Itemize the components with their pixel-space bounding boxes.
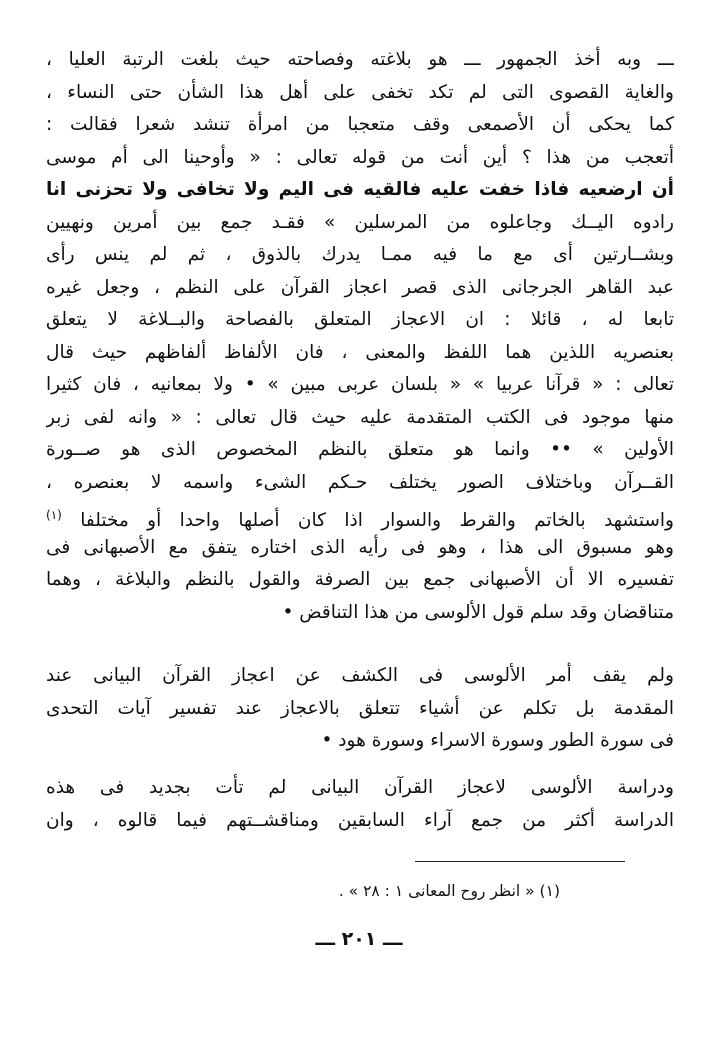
text-line: وهو مسبوق الى هذا ، وهو فى رأيه الذى اختاره يتفق مع الأصبهانى فى — [46, 536, 674, 558]
text-line: كما يحكى أن الأصمعى وقف متعجبا من امرأة تنشد شعرا فقالت : — [46, 114, 674, 135]
text-line: بعنصريه اللذين هما اللفظ والمعنى ، فان الألفاظ ألفاظهم حيث قال — [46, 341, 674, 363]
text-line-content: واستشهد بالخاتم والقرط والسوار اذا كان أصلها واحدا أو مختلفا — [80, 510, 674, 532]
text-line: أتعجب من هذا ؟ أين أنت من قوله تعالى : « وأوحينا الى أم موسى — [46, 146, 674, 168]
text-line: تعالى : « قرآنا عربيا » « بلسان عربى مبين » • ولا بمعانيه ، فان كثيرا — [46, 374, 674, 395]
page-number: ـــ ٢٠١ ـــ — [315, 928, 403, 950]
text-line-with-footnote — [46, 499, 674, 532]
text-line: متناقضان وقد سلم قول الألوسى من هذا التناقض • — [282, 601, 674, 623]
paragraph-1 — [46, 44, 674, 629]
text-line: عبد القاهر الجرجانى الذى قصر اعجاز القرآن على النظم ، وجعل غيره — [46, 276, 674, 298]
paragraph-2 — [46, 660, 674, 758]
text-line: المقدمة بل تكلم عن أشياء تتعلق بالاعجاز عند تفسير آيات التحدى — [46, 697, 674, 719]
text-line: والغاية القصوى التى لم تكد تخفى على أهل هذا الشأن حتى النساء ، — [46, 81, 674, 103]
text-line: فى سورة الطور وسورة الاسراء وسورة هود • — [321, 730, 674, 751]
text-line: رادوه اليــك وجاعلوه من المرسلين » فقـد جمع بين أمرين ونهيين — [46, 211, 674, 233]
text-line: القــرآن وباختلاف الصور يختلف حـكم الشىء واسمه لا بعنصره ، — [46, 471, 674, 493]
text-line-quran: أن ارضعيه فاذا خفت عليه فالقيه فى اليم ولا تخافى ولا تحزنى انا — [46, 179, 674, 200]
footnote: (١) « انظر روح المعانى ١ : ٢٨ » . — [338, 882, 560, 900]
text-line: ولم يقف أمر الألوسى فى الكشف عن اعجاز القرآن البيانى عند — [46, 665, 674, 686]
footnote-separator — [415, 861, 625, 862]
text-line: الأولين » •• وانما هو متعلق بالنظم المخصوص الذى هو صــورة — [46, 439, 674, 460]
text-line: تفسيره الا أن الأصبهانى جمع بين الصرفة والقول بالنظم والبلاغة ، وهما — [46, 569, 674, 590]
text-line: وبشــارتين أى مع ما فيه ممـا يدرك بالذوق ، ثم لم ينس رأى — [46, 244, 674, 265]
footnote-marker: (١) — [46, 508, 62, 522]
text-line: ودراسة الألوسى لاعجاز القرآن البيانى لم تأت بجديد فى هذه — [46, 777, 674, 798]
text-line: الدراسة أكثر من جمع آراء السابقين ومناقشــتهم فيما قالوه ، وان — [46, 809, 674, 831]
paragraph-3 — [46, 772, 674, 837]
text-line: منها موجود فى الكتب المتقدمة عليه حيث قال تعالى : « وانه لفى زبر — [46, 406, 674, 428]
text-line: ـــ وبه أخذ الجمهور ـــ هو بلاغته وفصاحته حيث بلغت الرتبة العليا ، — [46, 49, 674, 70]
text-line: تابعا له ، قائلا : ان الاعجاز المتعلق بالفصاحة والبــلاغة لا يتعلق — [46, 309, 674, 330]
